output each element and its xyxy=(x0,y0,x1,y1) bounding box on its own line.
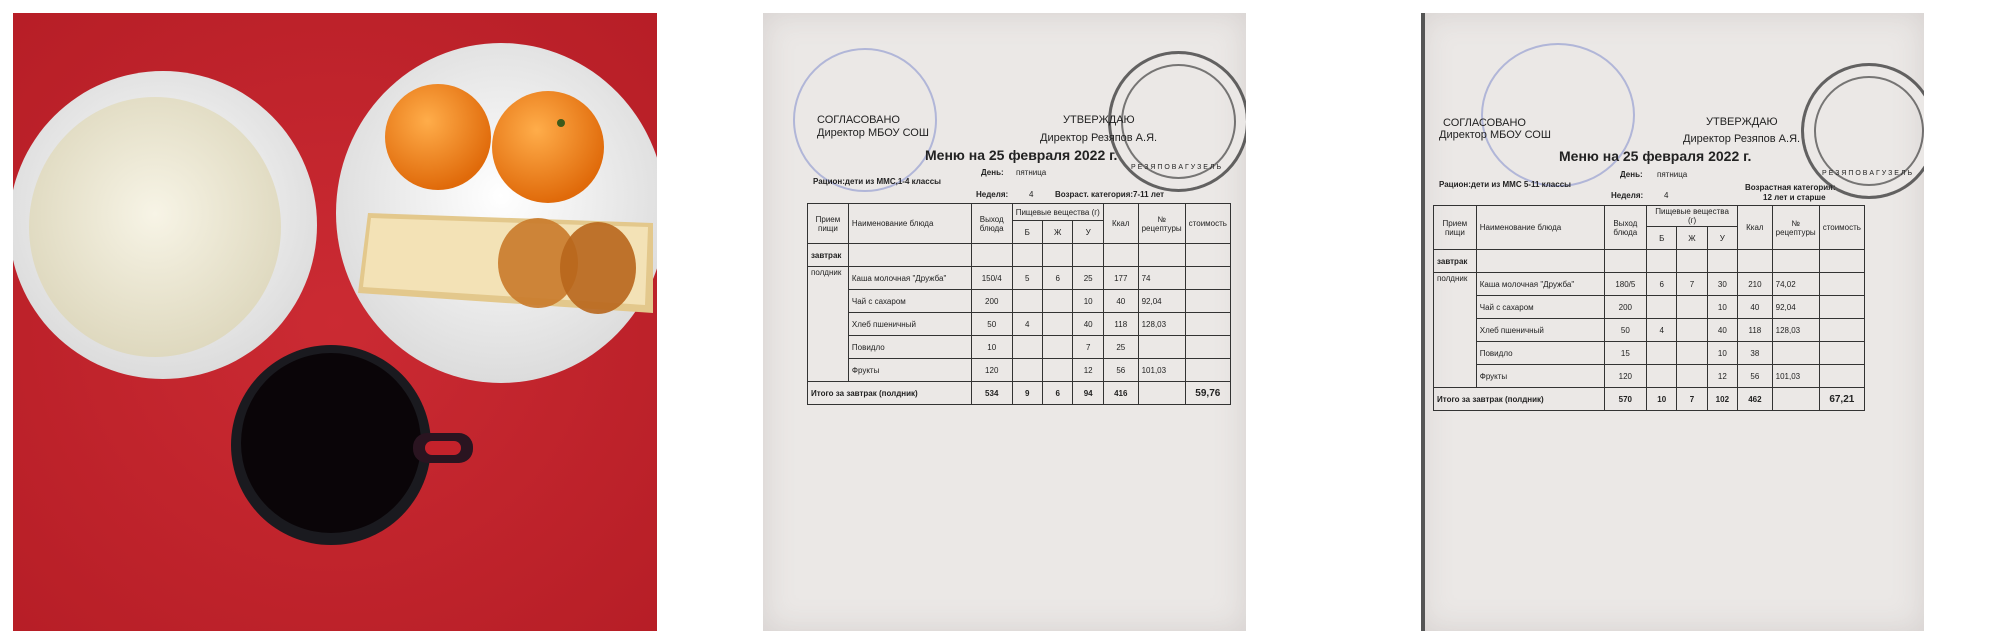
dish-b xyxy=(1647,296,1677,319)
menu-title: Меню на 25 февраля 2022 г. xyxy=(925,147,1118,163)
dish-b: 6 xyxy=(1647,273,1677,296)
dish-yield: 200 xyxy=(971,290,1012,313)
director-right: Директор Резяпов А.Я. xyxy=(1040,132,1158,144)
ration-label: Рацион:дети из ММС,1-4 классы xyxy=(813,177,941,186)
dish-u: 30 xyxy=(1707,273,1738,296)
day-value: пятница xyxy=(1016,168,1047,177)
header-kcal: Ккал xyxy=(1103,204,1138,244)
dish-zh xyxy=(1042,359,1072,382)
total-yield: 570 xyxy=(1604,388,1646,411)
dish-yield: 120 xyxy=(1604,365,1646,388)
dish-zh: 6 xyxy=(1042,267,1072,290)
menu-document-1-4-grades xyxy=(763,13,1246,631)
dish-recipe: 92,04 xyxy=(1772,296,1819,319)
dish-recipe: 128,03 xyxy=(1138,313,1185,336)
header-nutrients: Пищевые вещества (г) xyxy=(1647,206,1738,227)
dish-u: 40 xyxy=(1707,319,1738,342)
dish-name: Повидло xyxy=(848,336,971,359)
dish-u: 10 xyxy=(1707,342,1738,365)
dish-recipe: 101,03 xyxy=(1138,359,1185,382)
blue-stamp xyxy=(1481,43,1635,187)
dish-yield: 15 xyxy=(1604,342,1646,365)
total-kcal: 416 xyxy=(1103,382,1138,405)
day-label: День: xyxy=(981,168,1004,177)
header-zh: Ж xyxy=(1042,221,1072,244)
header-yield: Выход блюда xyxy=(1604,206,1646,250)
dish-kcal: 118 xyxy=(1103,313,1138,336)
snack-label: полдник xyxy=(1434,273,1477,388)
table-row xyxy=(1434,319,1865,342)
dish-u: 10 xyxy=(1073,290,1104,313)
paper-edge xyxy=(1421,13,1425,631)
tea-cup xyxy=(241,353,421,533)
dish-name: Чай с сахаром xyxy=(1476,296,1604,319)
header-yield: Выход блюда xyxy=(971,204,1012,244)
dish-kcal: 177 xyxy=(1103,267,1138,290)
seal-text: Р Е З Я П О В А Г У З Е Л Ь xyxy=(1131,164,1222,171)
dish-yield: 180/5 xyxy=(1604,273,1646,296)
dish-recipe: 74 xyxy=(1138,267,1185,290)
food-tray-illustration xyxy=(13,13,657,631)
header-meal: Прием пищи xyxy=(1434,206,1477,250)
total-zh: 7 xyxy=(1677,388,1707,411)
header-u: У xyxy=(1073,221,1104,244)
total-b: 9 xyxy=(1012,382,1042,405)
dish-kcal: 56 xyxy=(1738,365,1773,388)
total-label: Итого за завтрак (полдник) xyxy=(808,382,972,405)
dish-zh xyxy=(1677,296,1707,319)
week-label: Неделя: xyxy=(1611,191,1644,200)
dish-name: Каша молочная "Дружба" xyxy=(1476,273,1604,296)
table-row xyxy=(808,313,1231,336)
dish-yield: 150/4 xyxy=(971,267,1012,290)
dish-zh xyxy=(1042,313,1072,336)
dish-recipe: 101,03 xyxy=(1772,365,1819,388)
snack-label: полдник xyxy=(808,267,849,382)
day-label: День: xyxy=(1620,170,1643,179)
header-cost: стоимость xyxy=(1819,206,1864,250)
age-category-value: 12 лет и старше xyxy=(1763,193,1826,202)
dish-b xyxy=(1012,336,1042,359)
header-kcal: Ккал xyxy=(1738,206,1773,250)
week-label: Неделя: xyxy=(976,190,1009,199)
food-photo xyxy=(13,13,657,631)
header-zh: Ж xyxy=(1677,227,1707,250)
dish-kcal: 38 xyxy=(1738,342,1773,365)
dish-yield: 120 xyxy=(971,359,1012,382)
header-b: Б xyxy=(1647,227,1677,250)
dish-recipe: 74,02 xyxy=(1772,273,1819,296)
table-row xyxy=(1434,365,1865,388)
mandarin-left xyxy=(385,84,491,190)
mandarin-right xyxy=(492,91,604,203)
dish-recipe: 128,03 xyxy=(1772,319,1819,342)
agreed-label: СОГЛАСОВАНО xyxy=(1443,117,1526,129)
approved-label: УТВЕРЖДАЮ xyxy=(1063,114,1135,126)
week-value: 4 xyxy=(1029,190,1034,199)
total-cost: 59,76 xyxy=(1185,382,1230,405)
dish-name: Фрукты xyxy=(848,359,971,382)
dish-u: 10 xyxy=(1707,296,1738,319)
week-value: 4 xyxy=(1664,191,1669,200)
header-meal: Прием пищи xyxy=(808,204,849,244)
official-round-seal xyxy=(1801,63,1924,199)
header-cost: стоимость xyxy=(1185,204,1230,244)
menu-title: Меню на 25 февраля 2022 г. xyxy=(1559,148,1752,164)
total-yield: 534 xyxy=(971,382,1012,405)
dish-kcal: 25 xyxy=(1103,336,1138,359)
header-u: У xyxy=(1707,227,1738,250)
dish-kcal: 118 xyxy=(1738,319,1773,342)
dish-yield: 50 xyxy=(971,313,1012,336)
dish-b: 5 xyxy=(1012,267,1042,290)
seal-text: Р Е З Я П О В А Г У З Е Л Ь xyxy=(1822,170,1913,177)
dish-u: 12 xyxy=(1707,365,1738,388)
header-dish: Наименование блюда xyxy=(1476,206,1604,250)
header-recipe: № рецептуры xyxy=(1772,206,1819,250)
dish-b xyxy=(1012,290,1042,313)
dish-u: 12 xyxy=(1073,359,1104,382)
dish-name: Каша молочная "Дружба" xyxy=(848,267,971,290)
dish-recipe: 92,04 xyxy=(1138,290,1185,313)
dish-zh xyxy=(1677,319,1707,342)
right-plate xyxy=(336,43,657,383)
ration-label: Рацион:дети из ММС 5-11 классы xyxy=(1439,180,1571,189)
dish-name: Повидло xyxy=(1476,342,1604,365)
age-category: Возрастная категория: xyxy=(1745,183,1836,192)
director-left: Директор МБОУ СОШ xyxy=(817,127,929,139)
table-row xyxy=(1434,296,1865,319)
dish-recipe xyxy=(1772,342,1819,365)
dish-b xyxy=(1012,359,1042,382)
director-left: Директор МБОУ СОШ xyxy=(1439,129,1551,141)
header-recipe: № рецептуры xyxy=(1138,204,1185,244)
dish-kcal: 40 xyxy=(1738,296,1773,319)
dish-yield: 50 xyxy=(1604,319,1646,342)
dish-zh xyxy=(1677,342,1707,365)
dish-b: 4 xyxy=(1647,319,1677,342)
menu-document-5-11-grades xyxy=(1421,13,1924,631)
director-right: Директор Резяпов А.Я. xyxy=(1683,133,1801,145)
menu-table xyxy=(1433,205,1865,411)
dish-yield: 200 xyxy=(1604,296,1646,319)
dish-recipe xyxy=(1138,336,1185,359)
dish-zh xyxy=(1042,290,1072,313)
dish-zh xyxy=(1042,336,1072,359)
day-value: пятница xyxy=(1657,170,1688,179)
table-row xyxy=(1434,342,1865,365)
header-nutrients: Пищевые вещества (г) xyxy=(1012,204,1103,221)
total-b: 10 xyxy=(1647,388,1677,411)
breakfast-label: завтрак xyxy=(1434,250,1477,273)
porridge xyxy=(29,97,281,357)
agreed-label: СОГЛАСОВАНО xyxy=(817,114,900,126)
header-b: Б xyxy=(1012,221,1042,244)
table-row xyxy=(1434,273,1865,296)
dish-b xyxy=(1647,342,1677,365)
table-row xyxy=(808,290,1231,313)
dish-zh: 7 xyxy=(1677,273,1707,296)
breakfast-label: завтрак xyxy=(808,244,849,267)
header-dish: Наименование блюда xyxy=(848,204,971,244)
dish-zh xyxy=(1677,365,1707,388)
total-row xyxy=(808,382,1231,405)
total-cost: 67,21 xyxy=(1819,388,1864,411)
dish-name: Чай с сахаром xyxy=(848,290,971,313)
total-row xyxy=(1434,388,1865,411)
dish-kcal: 56 xyxy=(1103,359,1138,382)
dish-u: 40 xyxy=(1073,313,1104,336)
dish-yield: 10 xyxy=(971,336,1012,359)
total-zh: 6 xyxy=(1042,382,1072,405)
dish-name: Фрукты xyxy=(1476,365,1604,388)
table-row xyxy=(808,267,1231,290)
dish-kcal: 40 xyxy=(1103,290,1138,313)
dish-name: Хлеб пшеничный xyxy=(848,313,971,336)
table-row xyxy=(808,336,1231,359)
total-kcal: 462 xyxy=(1738,388,1773,411)
total-u: 102 xyxy=(1707,388,1738,411)
age-category: Возраст. категория:7-11 лет xyxy=(1055,190,1165,199)
table-row xyxy=(808,359,1231,382)
dish-u: 7 xyxy=(1073,336,1104,359)
total-u: 94 xyxy=(1073,382,1104,405)
dish-u: 25 xyxy=(1073,267,1104,290)
dish-b xyxy=(1647,365,1677,388)
dish-b: 4 xyxy=(1012,313,1042,336)
total-label: Итого за завтрак (полдник) xyxy=(1434,388,1605,411)
dish-name: Хлеб пшеничный xyxy=(1476,319,1604,342)
dish-kcal: 210 xyxy=(1738,273,1773,296)
approved-label: УТВЕРЖДАЮ xyxy=(1706,116,1778,128)
menu-table xyxy=(807,203,1231,405)
